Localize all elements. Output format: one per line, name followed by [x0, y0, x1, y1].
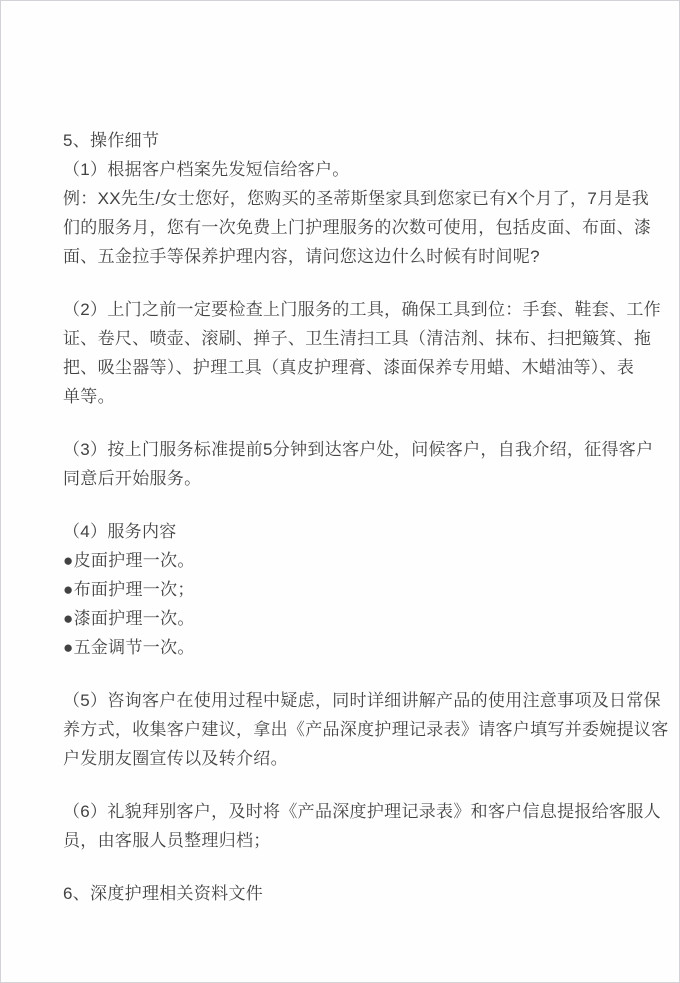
paragraph-step-6: [63, 797, 661, 855]
text-line: 证、卷尺、喷壶、滚刷、掸子、卫生清扫工具（清洁剂、抹布、扫把簸箕、拖: [63, 329, 652, 348]
paragraph-step-5: [63, 686, 669, 773]
text-line: （1）根据客户档案先发短信给客户。: [63, 160, 350, 179]
text-line: 面、五金拉手等保养护理内容，请问您这边什么时候有时间呢?: [63, 247, 540, 266]
text-line: （6）礼貌拜别客户，及时将《产品深度护理记录表》和客户信息提报给客服人: [63, 802, 661, 821]
text-line: 例：XX先生/女士您好，您购买的圣蒂斯堡家具到您家已有X个月了，7月是我: [63, 189, 649, 208]
text-line: 员，由客服人员整理归档；: [63, 831, 271, 850]
bullet-item: ●漆面护理一次。: [63, 609, 195, 628]
section-related-files: [63, 879, 629, 908]
section-operation-details: [63, 126, 652, 271]
paragraph-step-4: [63, 517, 629, 662]
bullet-item: ●皮面护理一次。: [63, 551, 195, 570]
text-line: 单等。: [63, 387, 115, 406]
text-line: （4）服务内容: [63, 522, 177, 541]
bullet-item: ●布面护理一次；: [63, 580, 195, 599]
document-content: [1, 1, 679, 908]
text-line: 同意后开始服务。: [63, 469, 202, 488]
text-line: 养方式，收集客户建议，拿出《产品深度护理记录表》请客户填写并委婉提议客: [63, 720, 669, 739]
section-heading-operation-details: 5、操作细节: [63, 131, 160, 150]
section-heading-related-files: 6、深度护理相关资料文件: [63, 884, 264, 903]
text-line: （3）按上门服务标准提前5分钟到达客户处，问候客户，自我介绍，征得客户: [63, 440, 654, 459]
text-line: 们的服务月，您有一次免费上门护理服务的次数可使用，包括皮面、布面、漆: [63, 218, 652, 237]
text-line: 户发朋友圈宣传以及转介绍。: [63, 749, 288, 768]
text-line: （2）上门之前一定要检查上门服务的工具，确保工具到位：手套、鞋套、工作: [63, 300, 661, 319]
paragraph-step-3: [63, 435, 654, 493]
bullet-item: ●五金调节一次。: [63, 638, 195, 657]
text-line: 把、吸尘器等）、护理工具（真皮护理膏、漆面保养专用蜡、木蜡油等）、表: [63, 358, 635, 377]
text-line: （5）咨询客户在使用过程中疑虑，同时详细讲解产品的使用注意事项及日常保: [63, 691, 661, 710]
paragraph-step-2: [63, 295, 661, 411]
